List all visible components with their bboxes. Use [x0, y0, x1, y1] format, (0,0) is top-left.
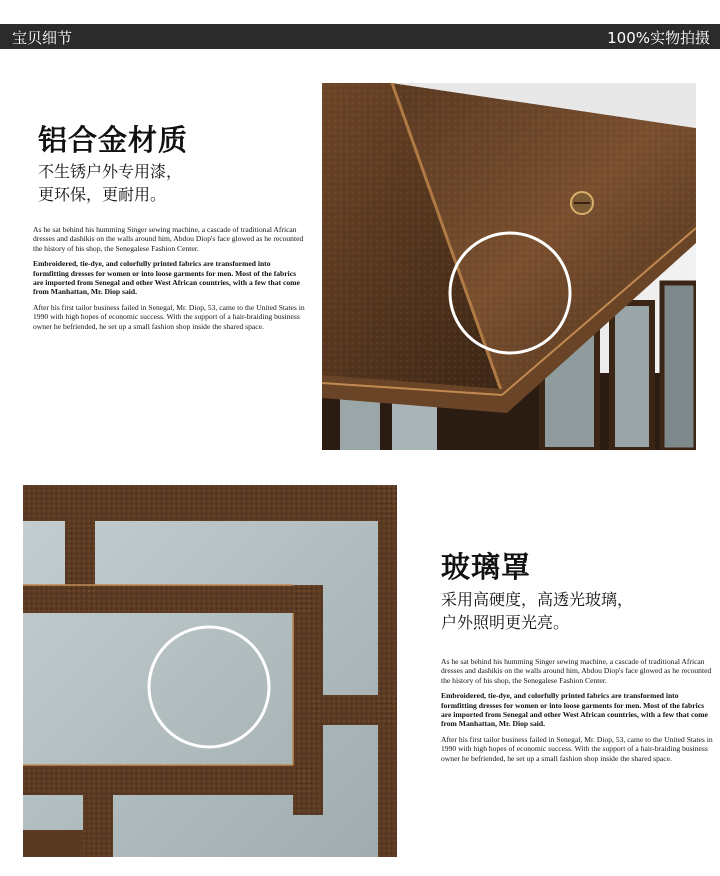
section1-para-1: As he sat behind his humming Singer sewing machine, a cascade of traditional African dresses and dashikis on the walls around him, Abdou Diop's face glowed as he recounted the history of his shop, the Senegalese Fashion Center. — [33, 225, 304, 253]
section2-sub-line2: 户外照明更光亮。 — [441, 613, 570, 632]
section1-para-3: After his first tailor business failed in Senegal, Mr. Diop, 53, came to the United States in 1990 with high hopes of economic success. With the support of a hair-braiding business owner he befriended, he set up a small fashion shop inside the shared space. — [33, 302, 305, 331]
section2-sub-line1: 采用高硬度，高透光玻璃， — [441, 590, 634, 609]
section1-body — [33, 225, 308, 337]
section2-body — [441, 657, 716, 769]
section2-para-3: After his first tailor business failed in Senegal, Mr. Diop, 53, came to the United States in 1990 with high hopes of economic success. With the support of a hair-braiding business owner he befriended, he set up a small fashion shop inside the shared space. — [441, 734, 713, 763]
section1-subtitle — [38, 160, 182, 206]
section1-sub-line1: 不生锈户外专用漆， — [38, 162, 183, 181]
section2-para-1: As he sat behind his humming Singer sewing machine, a cascade of traditional African dresses and dashikis on the walls around him, Abdou Diop's face glowed as he recounted the history of his shop, the Senegalese Fashion Center. — [441, 657, 712, 685]
section1-para-2: Embroidered, tie-dye, and colorfully printed fabrics are transformed into formfitting dresses for women or into loose garments for men. Most of the fabrics are imported from Senegal and other West African countries, with a few that come from Manhattan, Mr. Diop said. — [33, 259, 300, 297]
section2-subtitle — [441, 588, 633, 634]
section1-title: 铝合金材质 — [38, 123, 189, 157]
detail-banner — [0, 24, 720, 49]
roof-detail-photo — [322, 83, 696, 450]
section1-sub-line2: 更环保，更耐用。 — [38, 185, 167, 204]
banner-left-label: 宝贝细节 — [12, 29, 73, 47]
section2-title: 玻璃罩 — [441, 550, 532, 584]
section2-para-2: Embroidered, tie-dye, and colorfully printed fabrics are transformed into formfitting dresses for women or into loose garments for men. Most of the fabrics are imported from Senegal and other West African countries, with a few that come from Manhattan, Mr. Diop said. — [441, 691, 708, 729]
glass-detail-photo — [23, 485, 397, 857]
banner-right-label: 100%实物拍摄 — [607, 29, 710, 47]
